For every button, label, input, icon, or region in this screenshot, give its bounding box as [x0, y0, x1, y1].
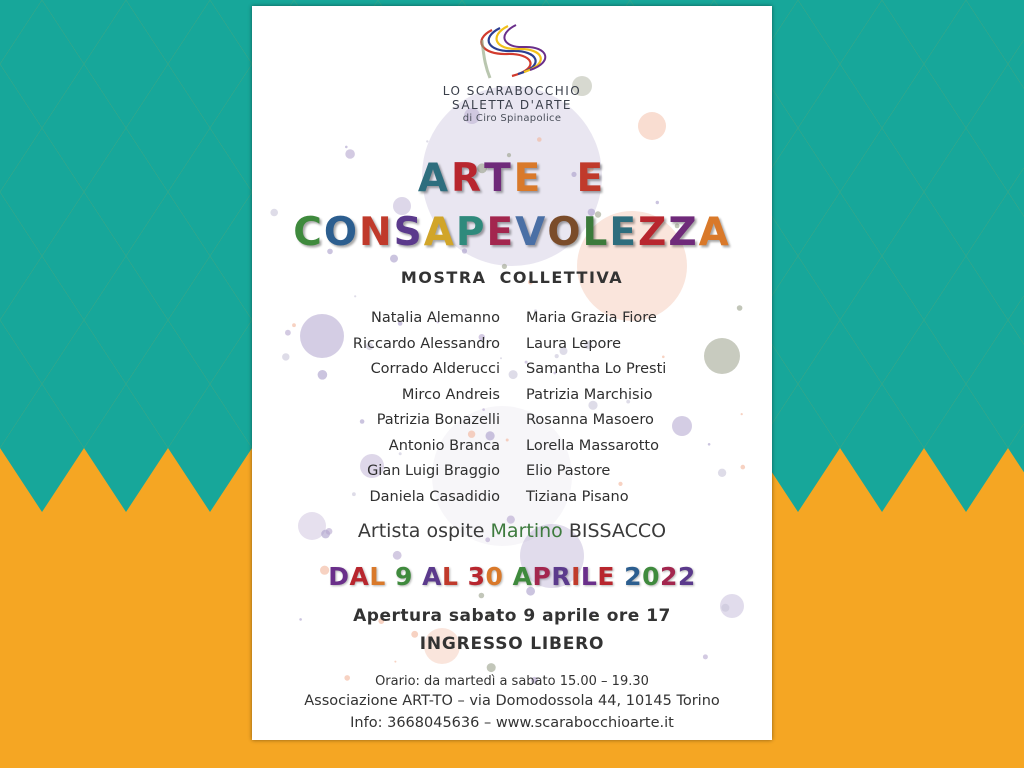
- title-space: [615, 562, 624, 591]
- title-letter: O: [547, 210, 583, 255]
- paint-drop: [737, 305, 743, 311]
- title-letter: I: [571, 562, 581, 591]
- paint-drop: [703, 654, 708, 659]
- paint-drop: [354, 295, 356, 297]
- exhibition-subtitle: MOSTRA COLLETTIVA: [400, 268, 624, 287]
- title-letter: S: [393, 210, 424, 255]
- exhibition-poster: [252, 6, 772, 740]
- guest-surname: BISSACCO: [562, 520, 667, 542]
- title-letter: Z: [638, 210, 669, 255]
- title-letter: D: [328, 562, 350, 591]
- logo-line-2: SALETTA D'ARTE: [452, 98, 572, 112]
- title-letter: T: [484, 156, 514, 201]
- artist-name: Patrizia Marchisio: [526, 386, 653, 403]
- title-letter: E: [576, 156, 607, 201]
- title-letter: A: [417, 156, 452, 201]
- artist-name: Riccardo Alessandro: [352, 335, 500, 352]
- title-space: [458, 562, 467, 591]
- title-letter: P: [455, 210, 487, 255]
- artist-name: Samantha Lo Presti: [526, 361, 667, 377]
- title-letter: P: [532, 562, 552, 591]
- paint-drop: [479, 593, 485, 599]
- artist-name: Rosanna Masoero: [526, 412, 654, 428]
- title-letter: 0: [642, 562, 660, 591]
- gallery-logo: [252, 20, 772, 124]
- paint-drop: [426, 140, 428, 142]
- paint-drop: [718, 469, 726, 477]
- paint-drop: [285, 330, 291, 336]
- title-space: [413, 562, 422, 591]
- paint-blob: [704, 338, 740, 374]
- paint-drop: [656, 201, 659, 204]
- paint-drop: [487, 663, 496, 672]
- title-letter: L: [582, 210, 610, 255]
- title-letter: L: [580, 562, 598, 591]
- artist-name: Natalia Alemanno: [371, 310, 500, 326]
- paint-drop: [390, 255, 398, 263]
- title-letter: C: [293, 210, 324, 255]
- paint-drop: [393, 551, 402, 560]
- artist-name: Antonio Branca: [388, 437, 500, 454]
- artist-column-right: [526, 306, 666, 510]
- artist-column-left: [353, 306, 500, 510]
- opening-hours: Orario: da martedì a sabato 15.00 – 19.30: [375, 674, 649, 689]
- title-line-1: [252, 156, 772, 201]
- paint-drop: [282, 353, 289, 360]
- title-letter: A: [512, 562, 533, 591]
- title-letter: A: [423, 210, 456, 255]
- artist-name: Daniela Casadidio: [369, 488, 500, 505]
- address: Associazione ART-TO – via Domodossola 44, 10145 Torino: [304, 693, 720, 709]
- artist-name: Tiziana Pisano: [526, 488, 629, 505]
- logo-subtitle: di Ciro Spinapolice: [462, 113, 562, 124]
- title-letter: 2: [624, 562, 643, 591]
- title-letter: L: [369, 562, 386, 591]
- title-letter: A: [349, 562, 370, 591]
- title-space: [503, 562, 512, 591]
- artist-name: Patrizia Bonazelli: [376, 412, 500, 428]
- artist-name: Corrado Alderucci: [370, 361, 500, 377]
- guest-first-name: Martino: [490, 520, 563, 542]
- title-letter: Z: [668, 210, 699, 255]
- title-letter: 0: [485, 562, 504, 591]
- logo-line-1: LO SCARABOCCHIO: [442, 84, 582, 98]
- title-letter: L: [441, 562, 459, 591]
- paint-drop: [345, 146, 348, 149]
- artist-name: Elio Pastore: [526, 463, 611, 479]
- artist-name: Lorella Massarotto: [526, 437, 659, 454]
- title-letter: R: [451, 156, 485, 201]
- paint-drop: [318, 370, 328, 380]
- paint-drop: [708, 443, 711, 446]
- paint-blob: [300, 314, 344, 358]
- artist-name: Mirco Andreis: [401, 386, 500, 403]
- title-space: [560, 156, 577, 201]
- title-letter: 3: [467, 562, 486, 591]
- title-letter: V: [515, 210, 548, 255]
- guest-prefix: Artista ospite: [357, 520, 491, 542]
- paint-drop: [500, 357, 502, 359]
- artist-name: Gian Luigi Braggio: [367, 463, 500, 479]
- paint-drop: [292, 323, 296, 327]
- paint-drop: [741, 465, 746, 470]
- opening-time: Apertura sabato 9 aprile ore 17: [353, 606, 671, 626]
- title-letter: E: [486, 210, 516, 255]
- title-letter: 2: [677, 562, 696, 591]
- paint-drop: [741, 413, 743, 415]
- artist-name: Laura Lepore: [526, 335, 621, 352]
- paint-drop: [506, 439, 509, 442]
- title-letter: 9: [394, 562, 413, 591]
- title-letter: R: [551, 562, 572, 591]
- paint-drop: [509, 370, 518, 379]
- title-letter: 2: [659, 562, 678, 591]
- contact-info: Info: 3668045636 – www.scarabocchioarte.it: [350, 715, 674, 731]
- guest-artist: [252, 520, 772, 542]
- artist-name: Maria Grazia Fiore: [526, 310, 657, 326]
- title-letter: E: [609, 210, 639, 255]
- title-letter: A: [698, 210, 731, 255]
- title-letter: E: [513, 156, 544, 201]
- paint-drop: [537, 137, 542, 142]
- title-space: [543, 156, 560, 201]
- exhibition-dates: [252, 562, 772, 591]
- scribble-logo-icon: [452, 20, 572, 84]
- title-space: [386, 562, 395, 591]
- free-entry: INGRESSO LIBERO: [419, 634, 605, 654]
- title-letter: N: [359, 210, 394, 255]
- title-letter: A: [422, 562, 442, 591]
- paint-drop: [394, 661, 396, 663]
- title-letter: E: [597, 562, 615, 591]
- title-line-2: [252, 210, 772, 255]
- paint-blob: [672, 416, 692, 436]
- title-letter: O: [323, 210, 359, 255]
